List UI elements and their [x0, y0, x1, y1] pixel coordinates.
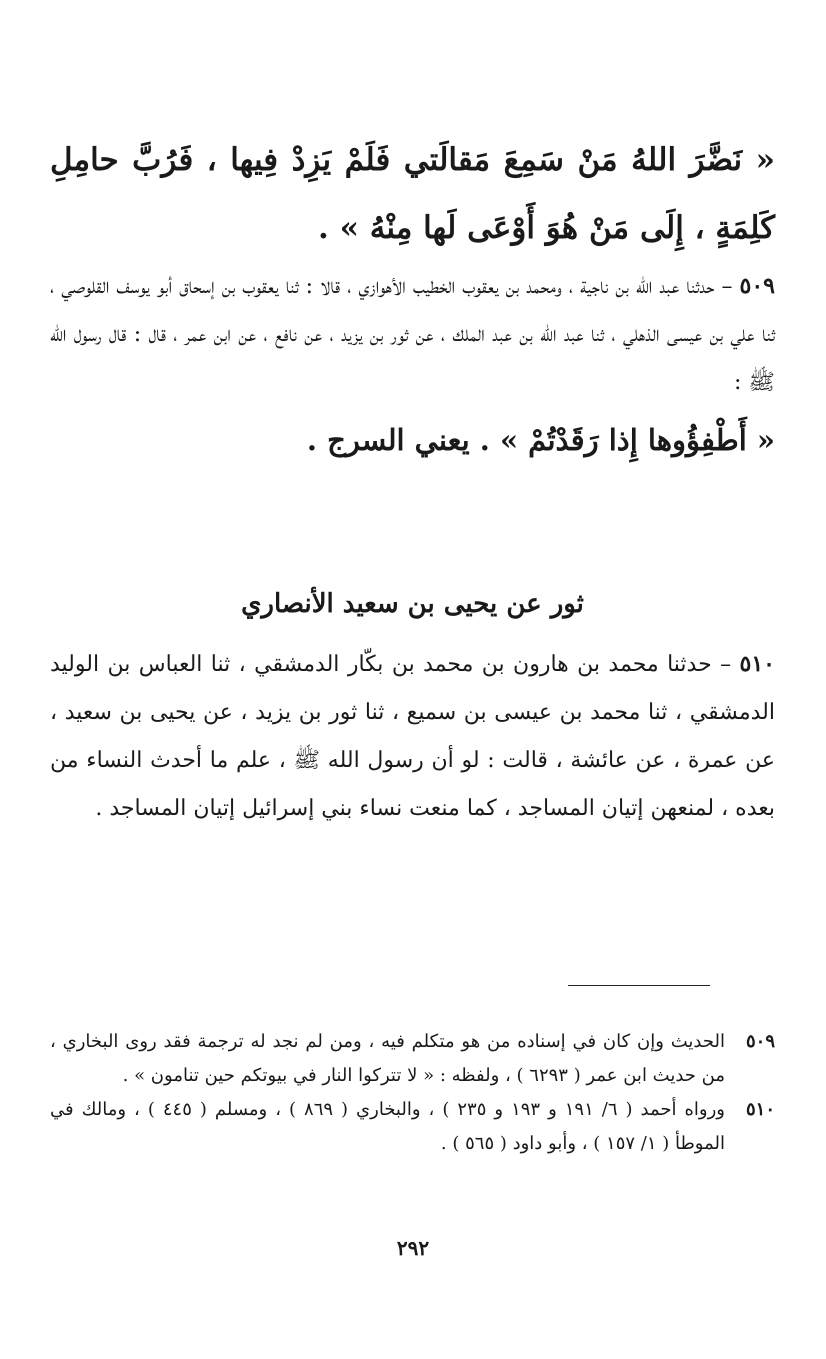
footnote-separator	[568, 985, 710, 986]
hadith-number: ٥٠٩	[739, 273, 775, 299]
quote-text: « نَضَّرَ اللهُ مَنْ سَمِعَ مَقالَتي فَلَمْ يَزِدْ فِيها ، فَرُبَّ حامِلِ كَلِمَةٍ ، إِلَى مَنْ هُوَ أَوْعَى لَها مِنْهُ » .	[50, 142, 775, 246]
section-title: ثور عن يحيى بن سعيد الأنصاري	[241, 589, 584, 619]
footnotes	[50, 1025, 775, 1161]
footnote-510	[50, 1093, 775, 1161]
hadith-dash: –	[714, 274, 740, 299]
footnote-number: ٥١٠	[745, 1099, 775, 1120]
footnote-text: الحديث وإن كان في إسناده من هو متكلم فيه ، ومن لم نجد له ترجمة فقد روى البخاري ، من حديث ابن عمر ( ٦٢٩٣ ) ، ولفظه : « لا تتركوا النار في بيوتكم حين تنامون » .	[50, 1031, 725, 1086]
footnote-509	[50, 1025, 775, 1093]
hadith-510	[50, 640, 775, 833]
footnote-number: ٥٠٩	[745, 1031, 775, 1052]
hadith-text: حدثنا عبد الله بن ناجية ، ومحمد بن يعقوب الخطيب الأهوازي ، قالا : ثنا يعقوب بن إسحاق أبو يوسف القلوصي ، ثنا علي بن عيسى الذهلي ، ثنا عبد الله بن عبد الملك ، عن ثور بن يزيد ، عن نافع ، عن ابن عمر ، قال : قال رسول الله ﷺ :	[50, 274, 775, 395]
hadith-509-quote	[50, 126, 775, 262]
hadith-number: ٥١٠	[739, 651, 775, 677]
hadith-text: حدثنا محمد بن هارون بن محمد بن بكّار الدمشقي ، ثنا العباس بن الوليد الدمشقي ، ثنا محمد بن عيسى بن سميع ، ثنا ثور بن يزيد ، عن يحيى بن سعيد ، عن عمرة ، عن عائشة ، قالت : لو أن رسول الله ﷺ ، علم ما أحدث النساء من بعده ، لمنعهن إتيان المساجد ، كما منعت نساء بني إسرائيل إتيان المساجد .	[50, 652, 775, 821]
page-number: ٢٩٢	[396, 1236, 430, 1260]
hadith-509	[50, 262, 775, 473]
hadith-509-closing: « أَطْفِؤُوها إِذا رَقَدْتُمْ » . يعني السرج .	[306, 423, 775, 457]
footnote-text: ورواه أحمد ( ٦/ ١٩١ و ١٩٣ و ٢٣٥ ) ، والبخاري ( ٨٦٩ ) ، ومسلم ( ٤٤٥ ) ، ومالك في الموطأ ( ١/ ١٥٧ ) ، وأبو داود ( ٥٦٥ ) .	[50, 1099, 725, 1154]
hadith-dash: –	[711, 652, 740, 677]
